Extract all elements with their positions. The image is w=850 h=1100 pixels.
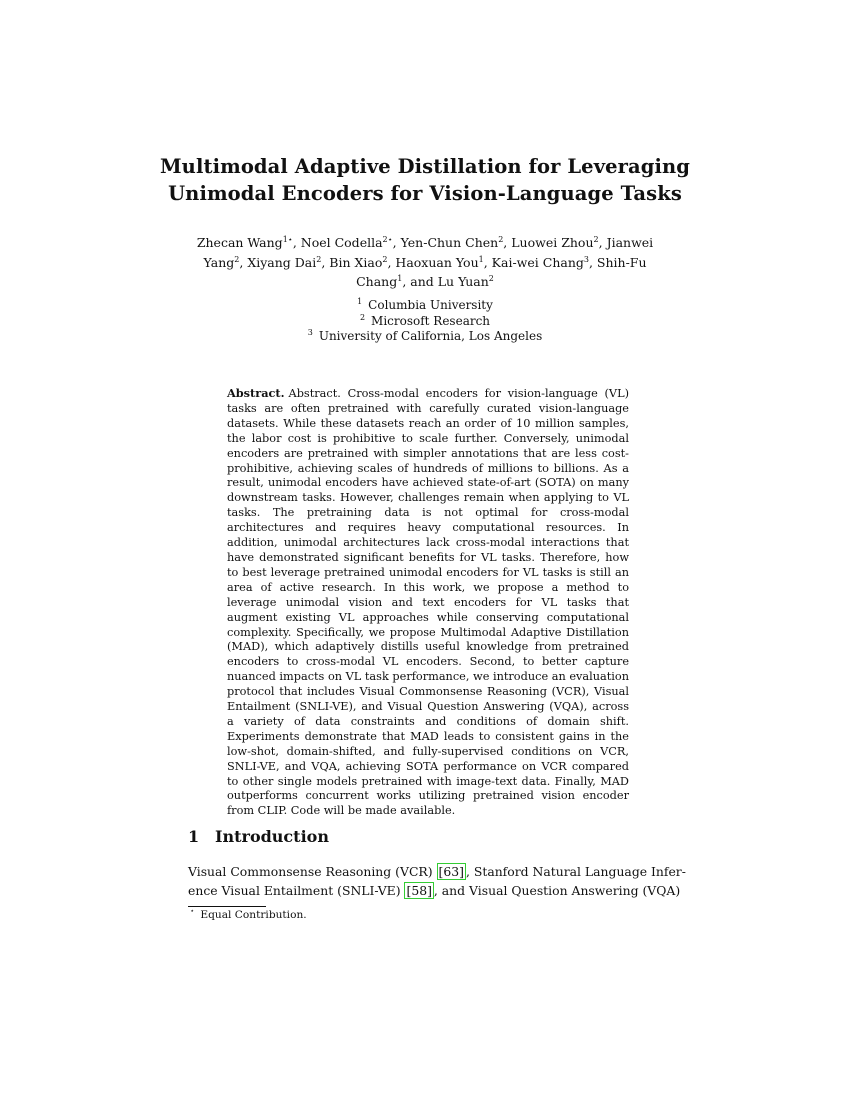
author-mark: 2 [382,254,388,264]
title-line-2: Unimodal Encoders for Vision-Language Tasks [168,182,682,205]
author-mark: 1⋆ [282,235,293,244]
affiliation-mark: 3 [307,328,313,337]
author-mark: 1 [478,254,484,264]
citation-link-63[interactable]: [63] [438,864,464,879]
affiliation-name: Columbia University [368,298,493,312]
citation-link-58[interactable]: [58] [406,883,432,899]
footnote-rule [188,906,266,907]
author-name: Yen-Chun Chen [400,235,499,250]
paper-title [140,153,710,207]
title-line-1: Multimodal Adaptive Distillation for Leveraging [160,155,690,178]
author-name: Luowei Zhou [511,235,594,250]
author-mark: 2 [593,235,599,244]
affiliation [250,298,600,314]
abstract-label: Abstract. [227,386,285,400]
author-mark: 2 [316,254,322,264]
author-name: Zhecan Wang [196,235,283,250]
author-name: Jianwei [606,235,654,250]
author-mark: 1 [397,274,403,283]
intro-line-2 [188,881,681,900]
author-name: Noel Codella [300,235,383,250]
section-number: 1 [188,827,200,846]
author-name: Haoxuan You [395,254,479,270]
author-mark: 2 [234,254,240,264]
intro-text: , and Visual Question Answering (VQA) [433,883,681,899]
author-name: and Lu Yuan [410,274,489,289]
affiliation [250,314,600,330]
author-name: Shih-Fu [596,254,647,270]
author-name: Bin Xiao [329,254,383,270]
author-mark: 2 [498,235,504,244]
author-mark: 3 [583,254,589,264]
affiliation-name: University of California, Los Angeles [318,329,543,343]
affiliation [250,329,600,345]
author-line-2: Yang$^2$, Xiyang Dai$^2$, Bin Xiao$^2$, Haoxuan You$^1$, Kai-wei Chang$^3$, Shih-Fu [203,254,647,270]
abstract-text: Abstract. Cross-modal encoders for vision-language (VL) tasks are often pretrained with carefully curated vision-language datasets. While these datasets reach an order of 10 million samples, the labor cost is prohibitive to scale further. Conversely, unimodal encoders are pretrained with simpler annotations that are less cost-prohibitive, achieving scales of hundreds of millions to billions. As a result, unimodal encoders have achieved state-of-art (SOTA) on many downstream tasks. However, challenges remain when applying to VL tasks. The pretraining data is not optimal for cross-modal architectures and requires heavy computational resources. In addition, unimodal architectures lack cross-modal interactions that have demonstrated significant benefits for VL tasks. Therefore, how to best leverage pretrained unimodal encoders for VL tasks is still an area of active research. In this work, we propose a method to leverage unimodal vision and text encoders for VL tasks that augment existing VL approaches while conserving computational complexity. Specifically, we propose Multimodal Adaptive Distillation (MAD), which adaptively distills useful knowledge from pretrained encoders to cross-modal VL encoders. Second, to better capture nuanced impacts on VL task performance, we introduce an evaluation protocol that includes Visual Commonsense Reasoning (VCR), Visual Entailment (SNLI-VE), and Visual Question Answering (VQA), across a variety of data constraints and conditions of domain shift. Experiments demonstrate that MAD leads to consistent gains in the low-shot, domain-shifted, and fully-supervised conditions on VCR, SNLI-VE, and VQA, achieving SOTA performance on VCR compared to other single models pretrained with image-text data. Finally, MAD outperforms concurrent works utilizing pretrained vision encoder from CLIP. Code will be made available. [227,387,629,818]
intro-line-1 [188,862,686,881]
section-title: Introduction [215,827,329,846]
footnote-mark: ⋆ [190,907,195,915]
author-name: Yang [203,254,235,270]
affiliation-list [250,298,600,345]
intro-text: , Stanford Natural Language Infer- [465,864,686,879]
introduction-paragraph [188,862,686,901]
author-mark: 2⋆ [382,235,393,244]
footnote-text: Equal Contribution. [200,909,307,921]
author-name: Xiyang Dai [247,254,317,270]
author-line-1: Zhecan Wang$^{1⋆}$, Noel Codella$^{2⋆}$, Yen-Chun Chen$^2$, Luowei Zhou$^2$, Jianwei [196,235,654,250]
intro-text: ence Visual Entailment (SNLI-VE) [188,883,405,899]
footnote [190,908,490,922]
author-list [170,233,680,292]
author-line-3: Chang$^1$, and Lu Yuan$^2$ [356,274,494,289]
author-name: Kai-wei Chang [491,254,584,270]
affiliation-name: Microsoft Research [371,313,491,328]
intro-text: Visual Commonsense Reasoning (VCR) [188,864,437,879]
author-mark: 2 [488,274,494,283]
section-heading-introduction [188,827,668,847]
abstract [227,386,629,819]
affiliation-mark: 2 [359,312,366,322]
author-name: Chang [356,274,398,289]
affiliation-mark: 1 [357,297,363,306]
